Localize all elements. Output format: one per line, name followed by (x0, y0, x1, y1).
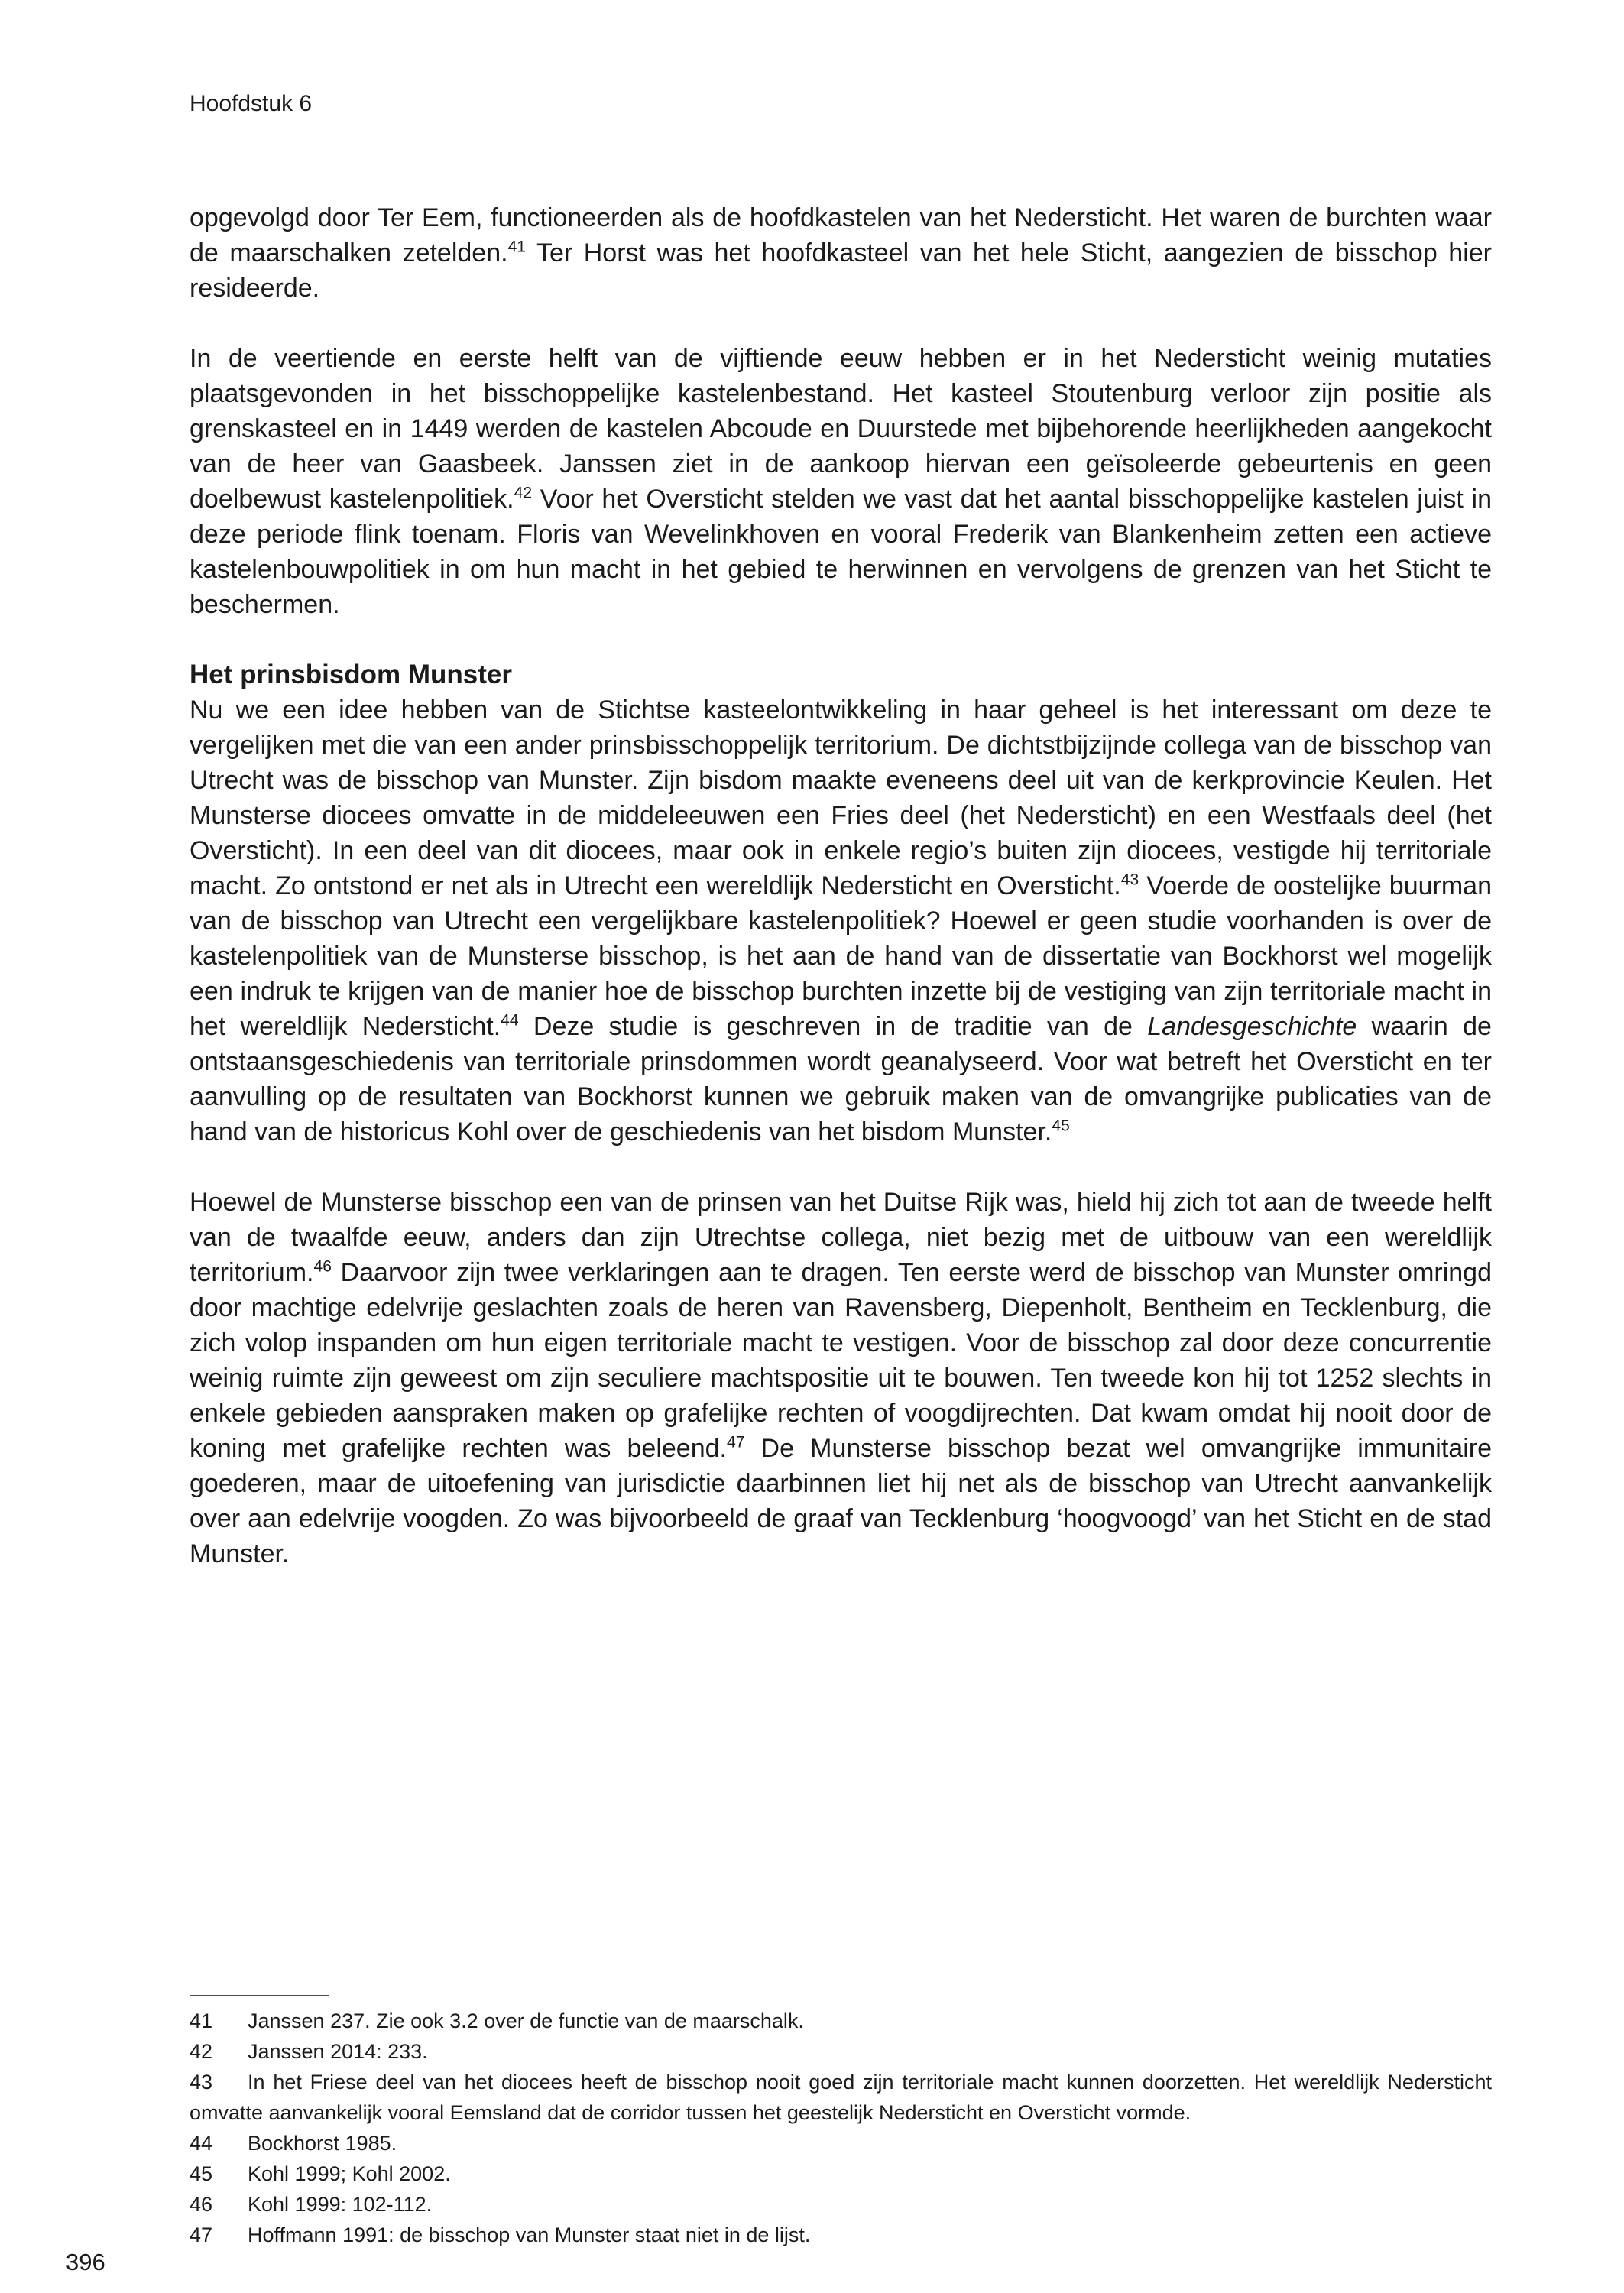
footnote-text: In het Friese deel van het diocees heeft de bisschop nooit goed zijn territoriale macht kunnen doorzetten. Het wereldlijk Nedersticht omvatte aanvankelijk vooral Eemsland dat de corridor tussen het geestelijk Nedersticht en Oversticht vormde. (190, 2071, 1492, 2124)
footnote-ref: 46 (313, 1257, 332, 1276)
footnote-text: Kohl 1999; Kohl 2002. (248, 2162, 451, 2185)
paragraph: opgevolgd door Ter Eem, functioneerden als de hoofdkastelen van het Nedersticht. Het waren de burchten waar de maarschalken zetelden.$^{41}$ Ter Horst was het hoofdkasteel van het hele Sticht, aangezien de bisschop hier resideerde. (190, 203, 1492, 303)
footnote-ref: 45 (1052, 1117, 1070, 1135)
footnote (190, 2189, 1492, 2220)
footnote-ref: 43 (1120, 871, 1139, 889)
footnote-number: 46 (190, 2193, 213, 2216)
footnote (190, 2006, 1492, 2036)
footnote-number: 42 (190, 2040, 213, 2063)
paragraph: In de veertiende en eerste helft van de vijftiende eeuw hebben er in het Nedersticht weinig mutaties plaatsgevonden in het bisschoppelijke kastelenbestand. Het kasteel Stoutenburg verloor zijn positie als grenskasteel en in 1449 werden de kastelen Abcoude en Duurstede met bijbehorende heerlijkheden aangekocht van de heer van Gaasbeek. Janssen ziet in de aankoop hiervan een geïsoleerde gebeurtenis en geen doelbewust kastelenpolitiek.$^{42}$ Voor het Oversticht stelden we vast dat het aantal bisschoppelijke kastelen juist in deze periode flink toenam. Floris van Wevelinkhoven en vooral Frederik van Blankenheim zetten een actieve kastelenbouwpolitiek in om hun macht in het gebied te herwinnen en vervolgens de grenzen van het Sticht te beschermen. (190, 344, 1493, 619)
chapter-header: Hoofdstuk 6 (190, 91, 313, 116)
footnote-ref: 44 (501, 1011, 519, 1030)
footnote-number: 41 (190, 2009, 213, 2032)
footnote-text: Janssen 2014: 233. (248, 2040, 428, 2063)
footnote-text: Kohl 1999: 102-112. (248, 2193, 433, 2216)
page-number: 396 (66, 2249, 105, 2275)
footnote-number: 43 (190, 2071, 213, 2094)
section-heading: Het prinsbisdom Munster (190, 660, 512, 689)
body-text (190, 200, 1492, 1607)
footnotes-section (190, 1995, 1492, 2250)
footnote-separator (190, 1995, 329, 1996)
footnote (190, 2067, 1492, 2128)
footnote-number: 44 (190, 2132, 213, 2155)
italic-text: Landesgeschichte (1147, 1012, 1357, 1041)
footnote (190, 2036, 1492, 2067)
footnote-number: 47 (190, 2223, 213, 2246)
footnote-ref: 42 (514, 484, 533, 502)
footnote-ref: 47 (726, 1433, 745, 1451)
footnote-text: Janssen 237. Zie ook 3.2 over de functie van de maarschalk. (248, 2009, 804, 2032)
paragraph: Hoewel de Munsterse bisschop een van de prinsen van het Duitse Rijk was, hield hij zich tot aan de tweede helft van de twaalfde eeuw, anders dan zijn Utrechtse collega, niet bezig met de uitbouw van een wereldlijk territorium.$^{46}$ Daarvoor zijn twee verklaringen aan te dragen. Ten eerste werd de bisschop van Munster omringd door machtige edelvrije geslachten zoals de heren van Ravensberg, Diepenholt, Bentheim en Tecklenburg, die zich volop inspanden om hun eigen territoriale macht te vestigen. Voor de bisschop zal door deze concurrentie weinig ruimte zijn geweest om zijn seculiere machtspositie uit te bouwen. Ten tweede kon hij tot 1252 slechts in enkele gebieden aanspraken maken op grafelijke rechten of voogdijrechten. Dat kwam omdat hij nooit door de koning met grafelijke rechten was beleend.$^{47}$ De Munsterse bisschop bezat wel omvangrijke immunitaire goederen, maar de uitoefening van jurisdictie daarbinnen liet hij net als de bisschop van Utrecht aanvankelijk over aan edelvrije voogden. Zo was bijvoorbeeld de graaf van Tecklenburg ‘hoogvoogd’ van het Sticht en de stad Munster. (190, 1188, 1492, 1568)
footnote-ref: 41 (507, 238, 527, 256)
footnote (190, 2220, 1492, 2250)
paragraph: Nu we een idee hebben van de Stichtse kasteelontwikkeling in haar geheel is het interessant om deze te vergelijken met die van een ander prinsbisschoppelijk territorium. De dichtstbijzijnde collega van de bisschop van Utrecht was de bisschop van Munster. Zijn bisdom maakte eveneens deel uit van de kerkprovincie Keulen. Het Munsterse diocees omvatte in de middeleeuwen een Fries deel (het Nedersticht) en een Westfaals deel (het Oversticht). In een deel van dit diocees, maar ook in enkele regio’s buiten zijn diocees, vestigde hij territoriale macht. Zo ontstond er net als in Utrecht een wereldlijk Nedersticht en Oversticht.$^{43}$ Voerde de oostelijke buurman van de bisschop van Utrecht een vergelijkbare kastelenpolitiek? Hoewel er geen studie voorhanden is over de kastelenpolitiek van de Munsterse bisschop, is het aan de hand van de dissertatie van Bockhorst wel mogelijk een indruk te krijgen van de manier hoe de bisschop burchten inzette bij de vestiging van zijn territoriale macht in het wereldlijk Nedersticht.$^{44}$ Deze studie is geschreven in de traditie van de Landesgeschichte waarin de ontstaansgeschiedenis van territoriale prinsdommen wordt geanalyseerd. Voor wat betreft het Oversticht en ter aanvulling op de resultaten van Bockhorst kunnen we gebruik maken van de omvangrijke publicaties van de hand van de historicus Kohl over de geschiedenis van het bisdom Munster.$^{45}$ (190, 696, 1492, 1146)
footnote (190, 2128, 1492, 2158)
footnote-number: 45 (190, 2162, 213, 2185)
footnote (190, 2158, 1492, 2189)
footnote-text: Bockhorst 1985. (248, 2132, 397, 2155)
footnote-text: Hoffmann 1991: de bisschop van Munster staat niet in de lijst. (248, 2223, 811, 2246)
